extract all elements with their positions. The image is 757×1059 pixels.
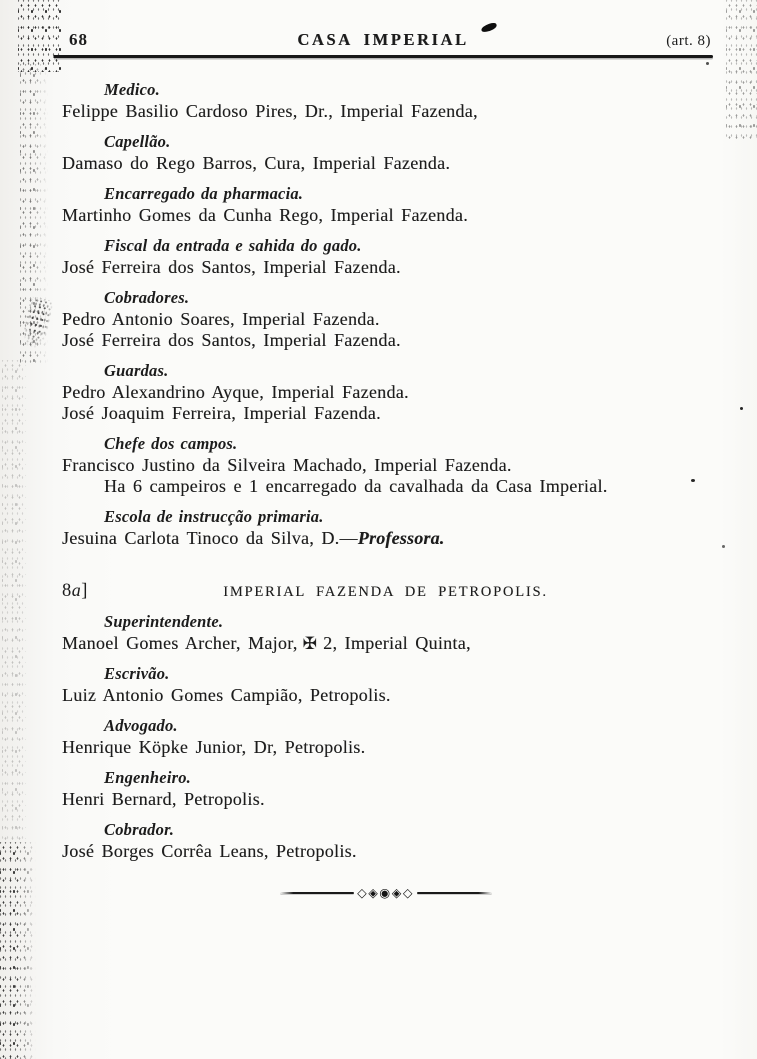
entry-chefe-campos [62,434,709,497]
header-rule [54,55,713,58]
scan-speck [740,407,743,410]
person-line: José Ferreira dos Santos, Imperial Fazenda. [62,257,401,277]
role-heading: Escola de instrucção primaria. [104,507,324,526]
entry-cobrador [62,820,709,862]
section-marker: 8a] [62,580,88,601]
ornament-line-right [417,892,492,894]
scan-speck [722,545,725,548]
role-heading: Fiscal da entrada e sahida do gado. [104,236,362,255]
person-line: José Ferreira dos Santos, Imperial Fazenda. [62,330,401,350]
ornament-line-left [280,892,355,894]
person-line: Pedro Alexandrino Ayque, Imperial Fazenda. [62,382,409,402]
entry-superintendente [62,612,709,654]
entry-engenheiro [62,768,709,810]
role-heading: Chefe dos campos. [104,434,238,453]
entry-escola [62,507,709,549]
page-header [55,30,711,50]
entry-escrivao [62,664,709,706]
scan-noise-left-middle [2,360,26,840]
role-heading: Engenheiro. [104,768,192,787]
person-line: Luiz Antonio Gomes Campião, Petropolis. [62,685,391,705]
person-line: Henri Bernard, Petropolis. [62,789,265,809]
page-content [62,70,709,898]
section-title: IMPERIAL FAZENDA DE PETROPOLIS. [223,584,548,600]
role-heading: Cobrador. [104,820,175,839]
person-line: Pedro Antonio Soares, Imperial Fazenda. [62,309,380,329]
role-heading: Encarregado da pharmacia. [104,184,304,203]
person-line [62,528,709,549]
note-line: Ha 6 campeiros e 1 encarregado da cavalhada da Casa Imperial. [104,476,608,496]
person-line [62,633,709,654]
page-number: 68 [69,30,88,49]
scan-noise-right-top [726,0,757,140]
person-title-italic: Professora. [357,528,445,548]
role-heading: Escrivão. [104,664,170,683]
person-line: Martinho Gomes da Cunha Rego, Imperial Fazenda. [62,205,469,225]
person-line: Damaso do Rego Barros, Cura, Imperial Fazenda. [62,153,451,173]
person-line: José Joaquim Ferreira, Imperial Fazenda. [62,403,381,423]
scan-noise-left-lower [0,842,36,1059]
section-heading-petropolis [62,580,709,602]
entry-guardas [62,361,709,424]
entry-capellao [62,132,709,174]
running-title: CASA IMPERIAL [297,30,469,49]
role-heading: Cobradores. [104,288,190,307]
role-heading: Superintendente. [104,612,224,631]
entry-advogado [62,716,709,758]
entry-encarregado-pharmacia [62,184,709,226]
role-heading: Medico. [104,80,160,99]
article-reference: (art. 8) [666,33,711,49]
ornament-glyphs: ◇◈◉◈◇ [357,885,414,900]
person-line: Francisco Justino da Silveira Machado, Imperial Fazenda. [62,455,512,475]
person-line: Henrique Köpke Junior, Dr, Petropolis. [62,737,366,757]
entry-fiscal-gado [62,236,709,278]
role-heading: Guardas. [104,361,169,380]
role-heading: Capellão. [104,132,171,151]
entry-cobradores [62,288,709,351]
scan-speck [706,62,709,65]
maltese-cross-icon: ✠ [302,634,318,653]
role-heading: Advogado. [104,716,178,735]
entry-medico [62,80,709,122]
person-line: José Borges Corrêa Leans, Petropolis. [62,841,357,861]
person-name: Jesuina Carlota Tinoco da Silva, D.— [62,528,358,548]
end-ornament [280,885,492,900]
person-line: Felippe Basilio Cardoso Pires, Dr., Imperial Fazenda, [62,101,478,121]
person-name: Manoel Gomes Archer, Major, [62,633,298,653]
person-detail: 2, Imperial Quinta, [323,633,471,653]
